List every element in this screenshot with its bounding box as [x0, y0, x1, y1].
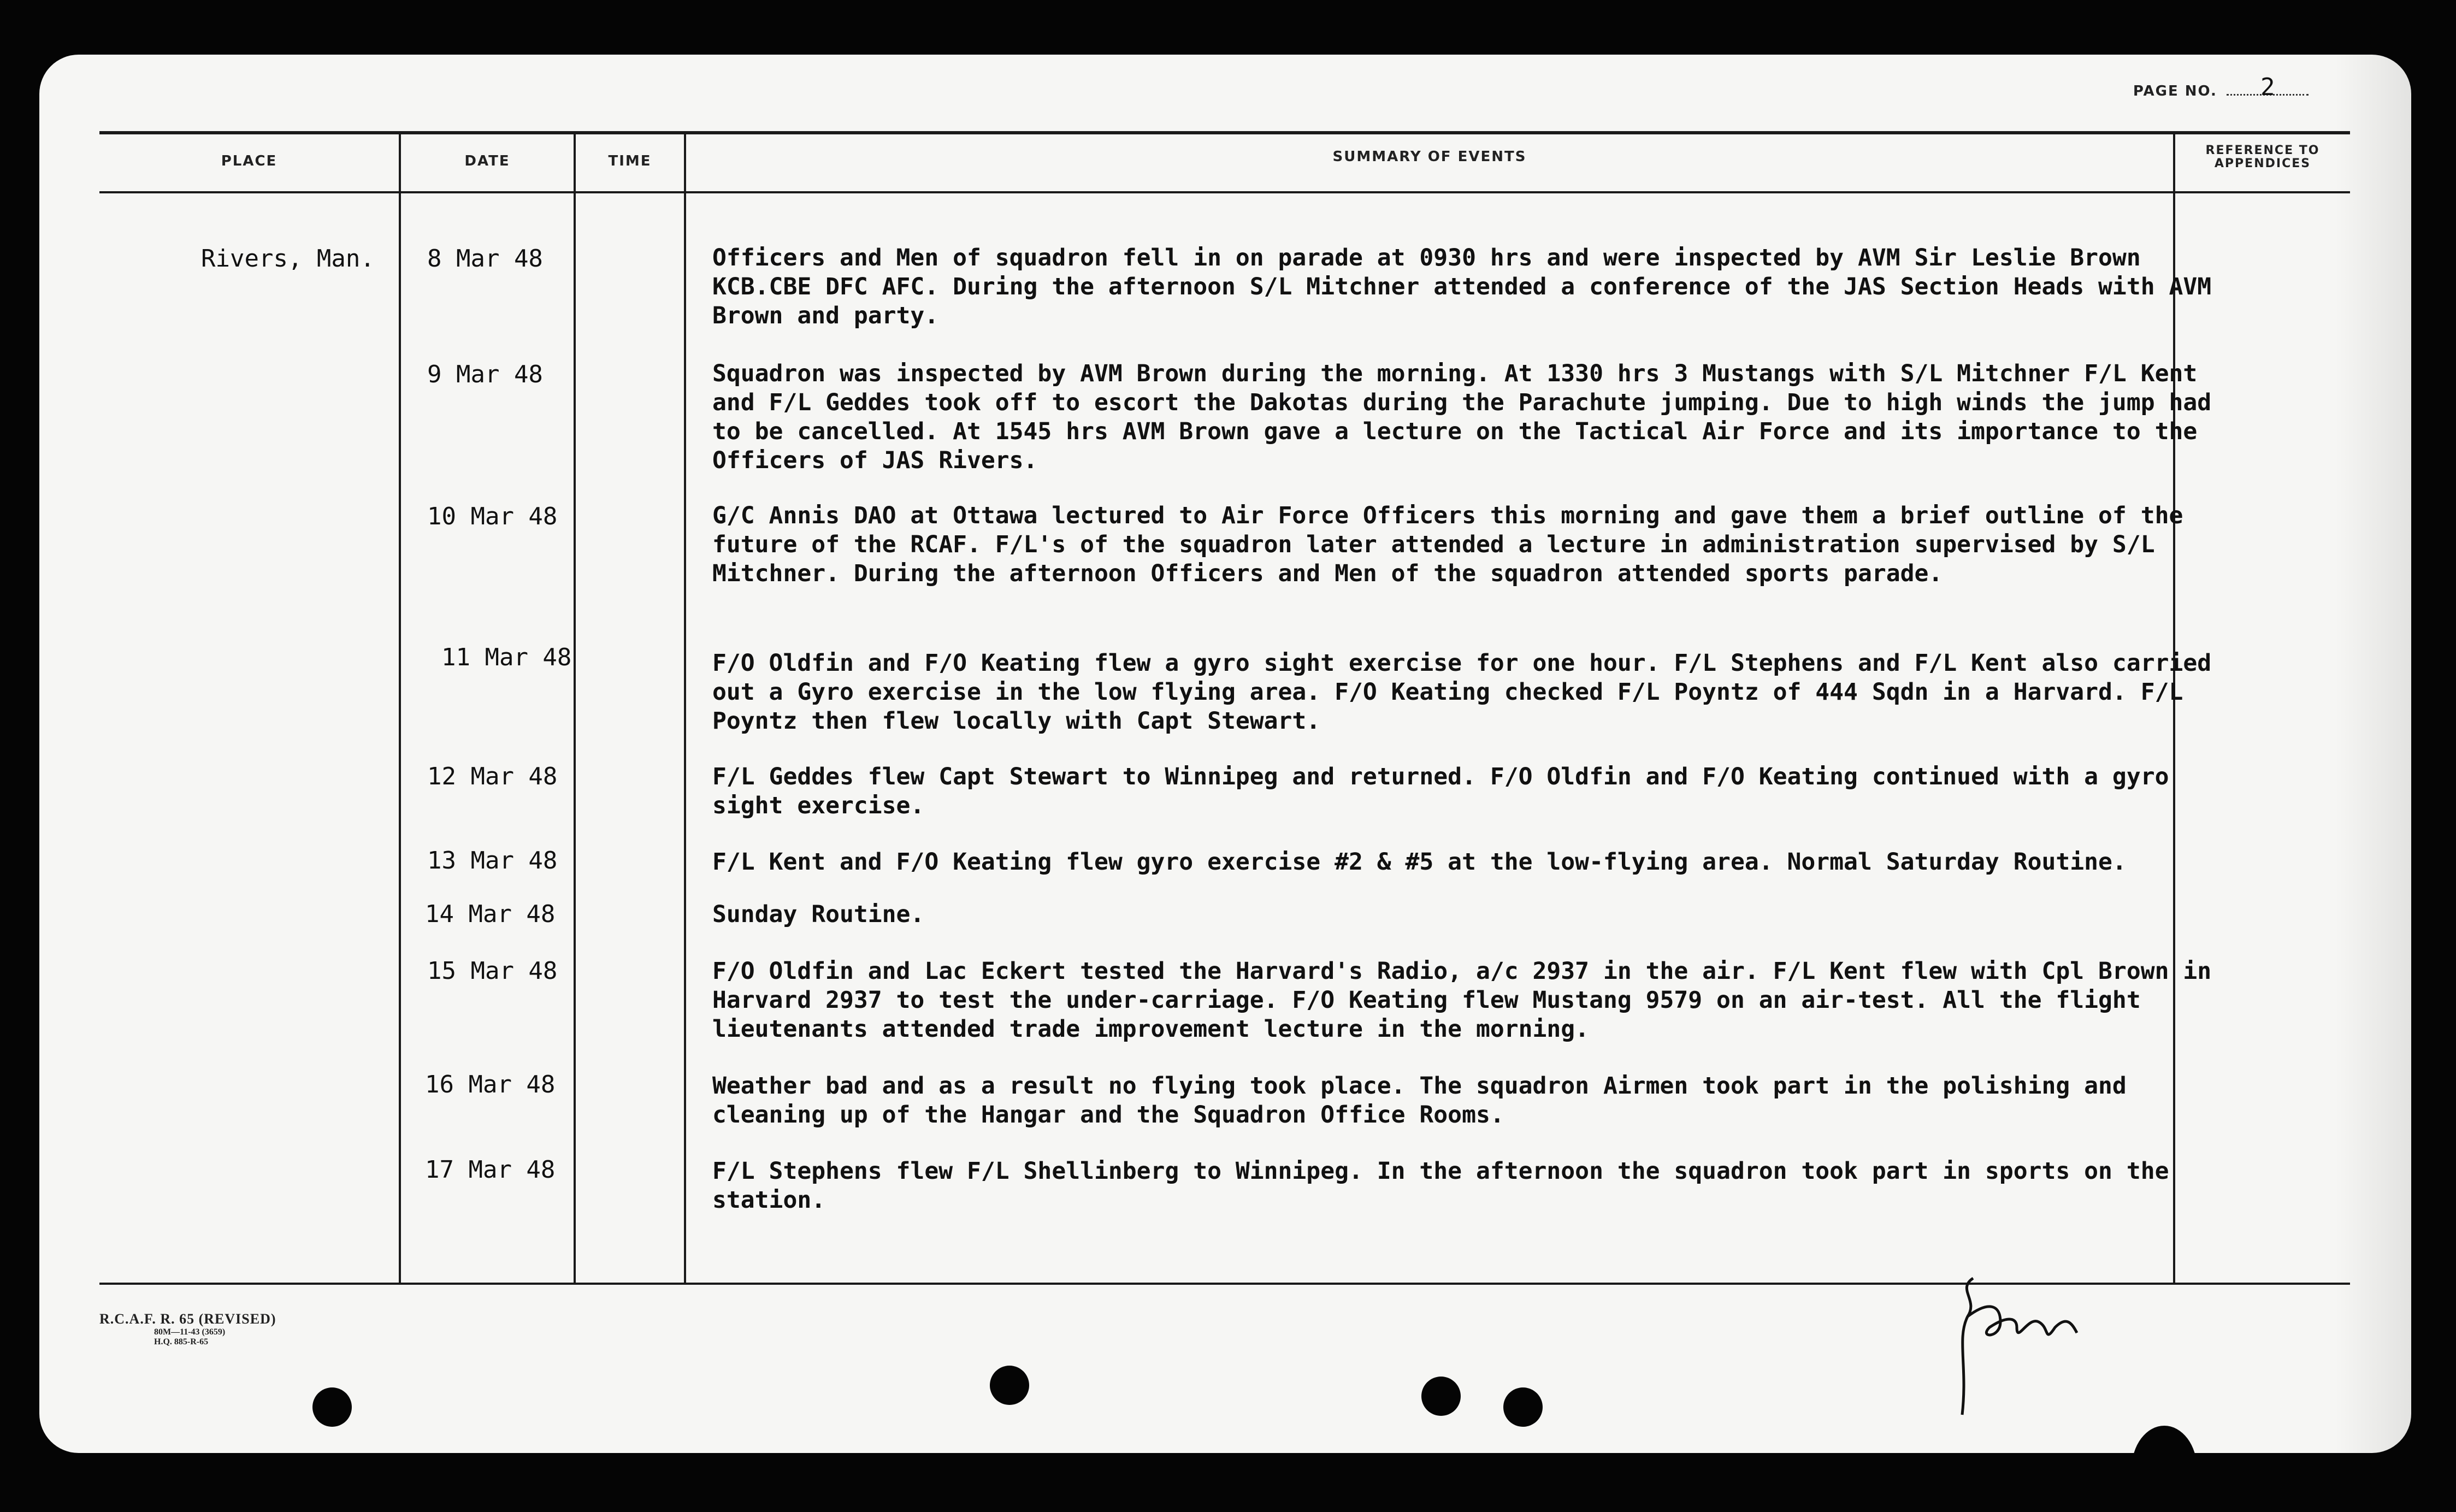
form-number: R.C.A.F. R. 65 (REVISED) — [99, 1311, 276, 1327]
entry-summary: Squadron was inspected by AVM Brown during the morning. At 1330 hrs 3 Mustangs with S/L Mitchner F/L Kent and F/L Geddes took off to escort the Dakotas during the Parachute jumping. Due to high winds the jump had to be cancelled. At 1545 hrs AVM Brown gave a lecture on the Tactical Air Force and its importance to the Officers of JAS Rivers. — [712, 360, 2212, 474]
entry-summary: G/C Annis DAO at Ottawa lectured to Air Force Officers this morning and gave them a brief outline of the future of the RCAF. F/L's of the squadron later attended a lecture in administration supervised by S/L Mitchner. During the afternoon Officers and Men of the squadron attended sports parade. — [712, 502, 2183, 587]
form-identifier — [99, 1311, 276, 1347]
entry-date: 9 Mar 48 — [427, 361, 543, 388]
entry-summary: F/O Oldfin and F/O Keating flew a gyro sight exercise for one hour. F/L Stephens and F/L Kent also carried out a Gyro exercise in the low flying area. F/O Keating checked F/L Poyntz of 444 Sqdn in a Harvard. F/L Poyntz then flew locally with Capt Stewart. — [712, 649, 2212, 735]
entry-summary: F/O Oldfin and Lac Eckert tested the Harvard's Radio, a/c 2937 in the air. F/L Kent flew with Cpl Brown in Harvard 2937 to test the under-carriage. F/O Keating flew Mustang 9579 on an air-test. All the flight lieutenants attended trade improvement lecture in the morning. — [712, 958, 2212, 1043]
entry-summary: F/L Stephens flew F/L Shellinberg to Winnipeg. In the afternoon the squadron took part in sports on the station. — [712, 1157, 2169, 1214]
page-number-field — [2227, 73, 2309, 101]
header-bottom-rule — [99, 191, 2350, 193]
document-sheet — [39, 55, 2411, 1453]
header-place: PLACE — [221, 153, 278, 169]
header-reference-line1: REFERENCE TO — [2205, 144, 2320, 157]
column-divider-place — [399, 134, 401, 1284]
entry-summary: Sunday Routine. — [712, 901, 925, 928]
entry-summary: F/L Kent and F/O Keating flew gyro exercise #2 & #5 at the low-flying area. Normal Saturday Routine. — [712, 848, 2127, 876]
header-reference-line2: APPENDICES — [2214, 157, 2311, 170]
signature-icon — [1935, 1267, 2099, 1431]
signature — [1935, 1267, 2099, 1434]
binder-tab — [2132, 1426, 2197, 1453]
column-divider-date — [574, 134, 576, 1284]
entry-date: 15 Mar 48 — [427, 957, 558, 985]
form-print-code: 80M—11-43 (3659) — [154, 1327, 226, 1337]
header-reference — [2175, 144, 2350, 170]
entry-date: 11 Mar 48 — [441, 643, 572, 671]
page-number: 2 — [2260, 73, 2276, 101]
header-time: TIME — [608, 153, 652, 169]
place-cell: Rivers, Man. — [201, 245, 375, 273]
entry-summary: Weather bad and as a result no flying took place. The squadron Airmen took part in the polishing and cleaning up of the Hangar and the Squadron Office Rooms. — [712, 1072, 2127, 1129]
entry-date: 10 Mar 48 — [427, 503, 558, 530]
entry-date: 16 Mar 48 — [425, 1071, 556, 1098]
entry-summary: F/L Geddes flew Capt Stewart to Winnipeg and returned. F/O Oldfin and F/O Keating continued with a gyro sight exercise. — [712, 763, 2169, 819]
entry-summary: Officers and Men of squadron fell in on parade at 0930 hrs and were inspected by AVM Sir Leslie Brown KCB.CBE DFC AFC. During the afternoon S/L Mitchner attended a conference of the JAS Section Heads with AVM Brown and party. — [712, 244, 2212, 329]
entry-date: 12 Mar 48 — [427, 763, 558, 790]
form-hq-code: H.Q. 885-R-65 — [154, 1337, 209, 1346]
page-label: PAGE NO. — [2133, 83, 2217, 99]
column-divider-time — [684, 134, 686, 1284]
entry-date: 13 Mar 48 — [427, 847, 558, 875]
header-summary: SUMMARY OF EVENTS — [1332, 149, 1527, 165]
header-date: DATE — [464, 153, 510, 169]
header-top-rule — [99, 131, 2350, 134]
punch-hole — [312, 1387, 352, 1427]
punch-hole — [1421, 1377, 1461, 1416]
punch-hole — [1503, 1387, 1543, 1427]
entry-date: 14 Mar 48 — [425, 900, 556, 928]
entry-date: 17 Mar 48 — [425, 1156, 556, 1184]
page-number-label — [2133, 73, 2309, 101]
punch-hole — [990, 1366, 1029, 1405]
entry-date: 8 Mar 48 — [427, 245, 543, 273]
